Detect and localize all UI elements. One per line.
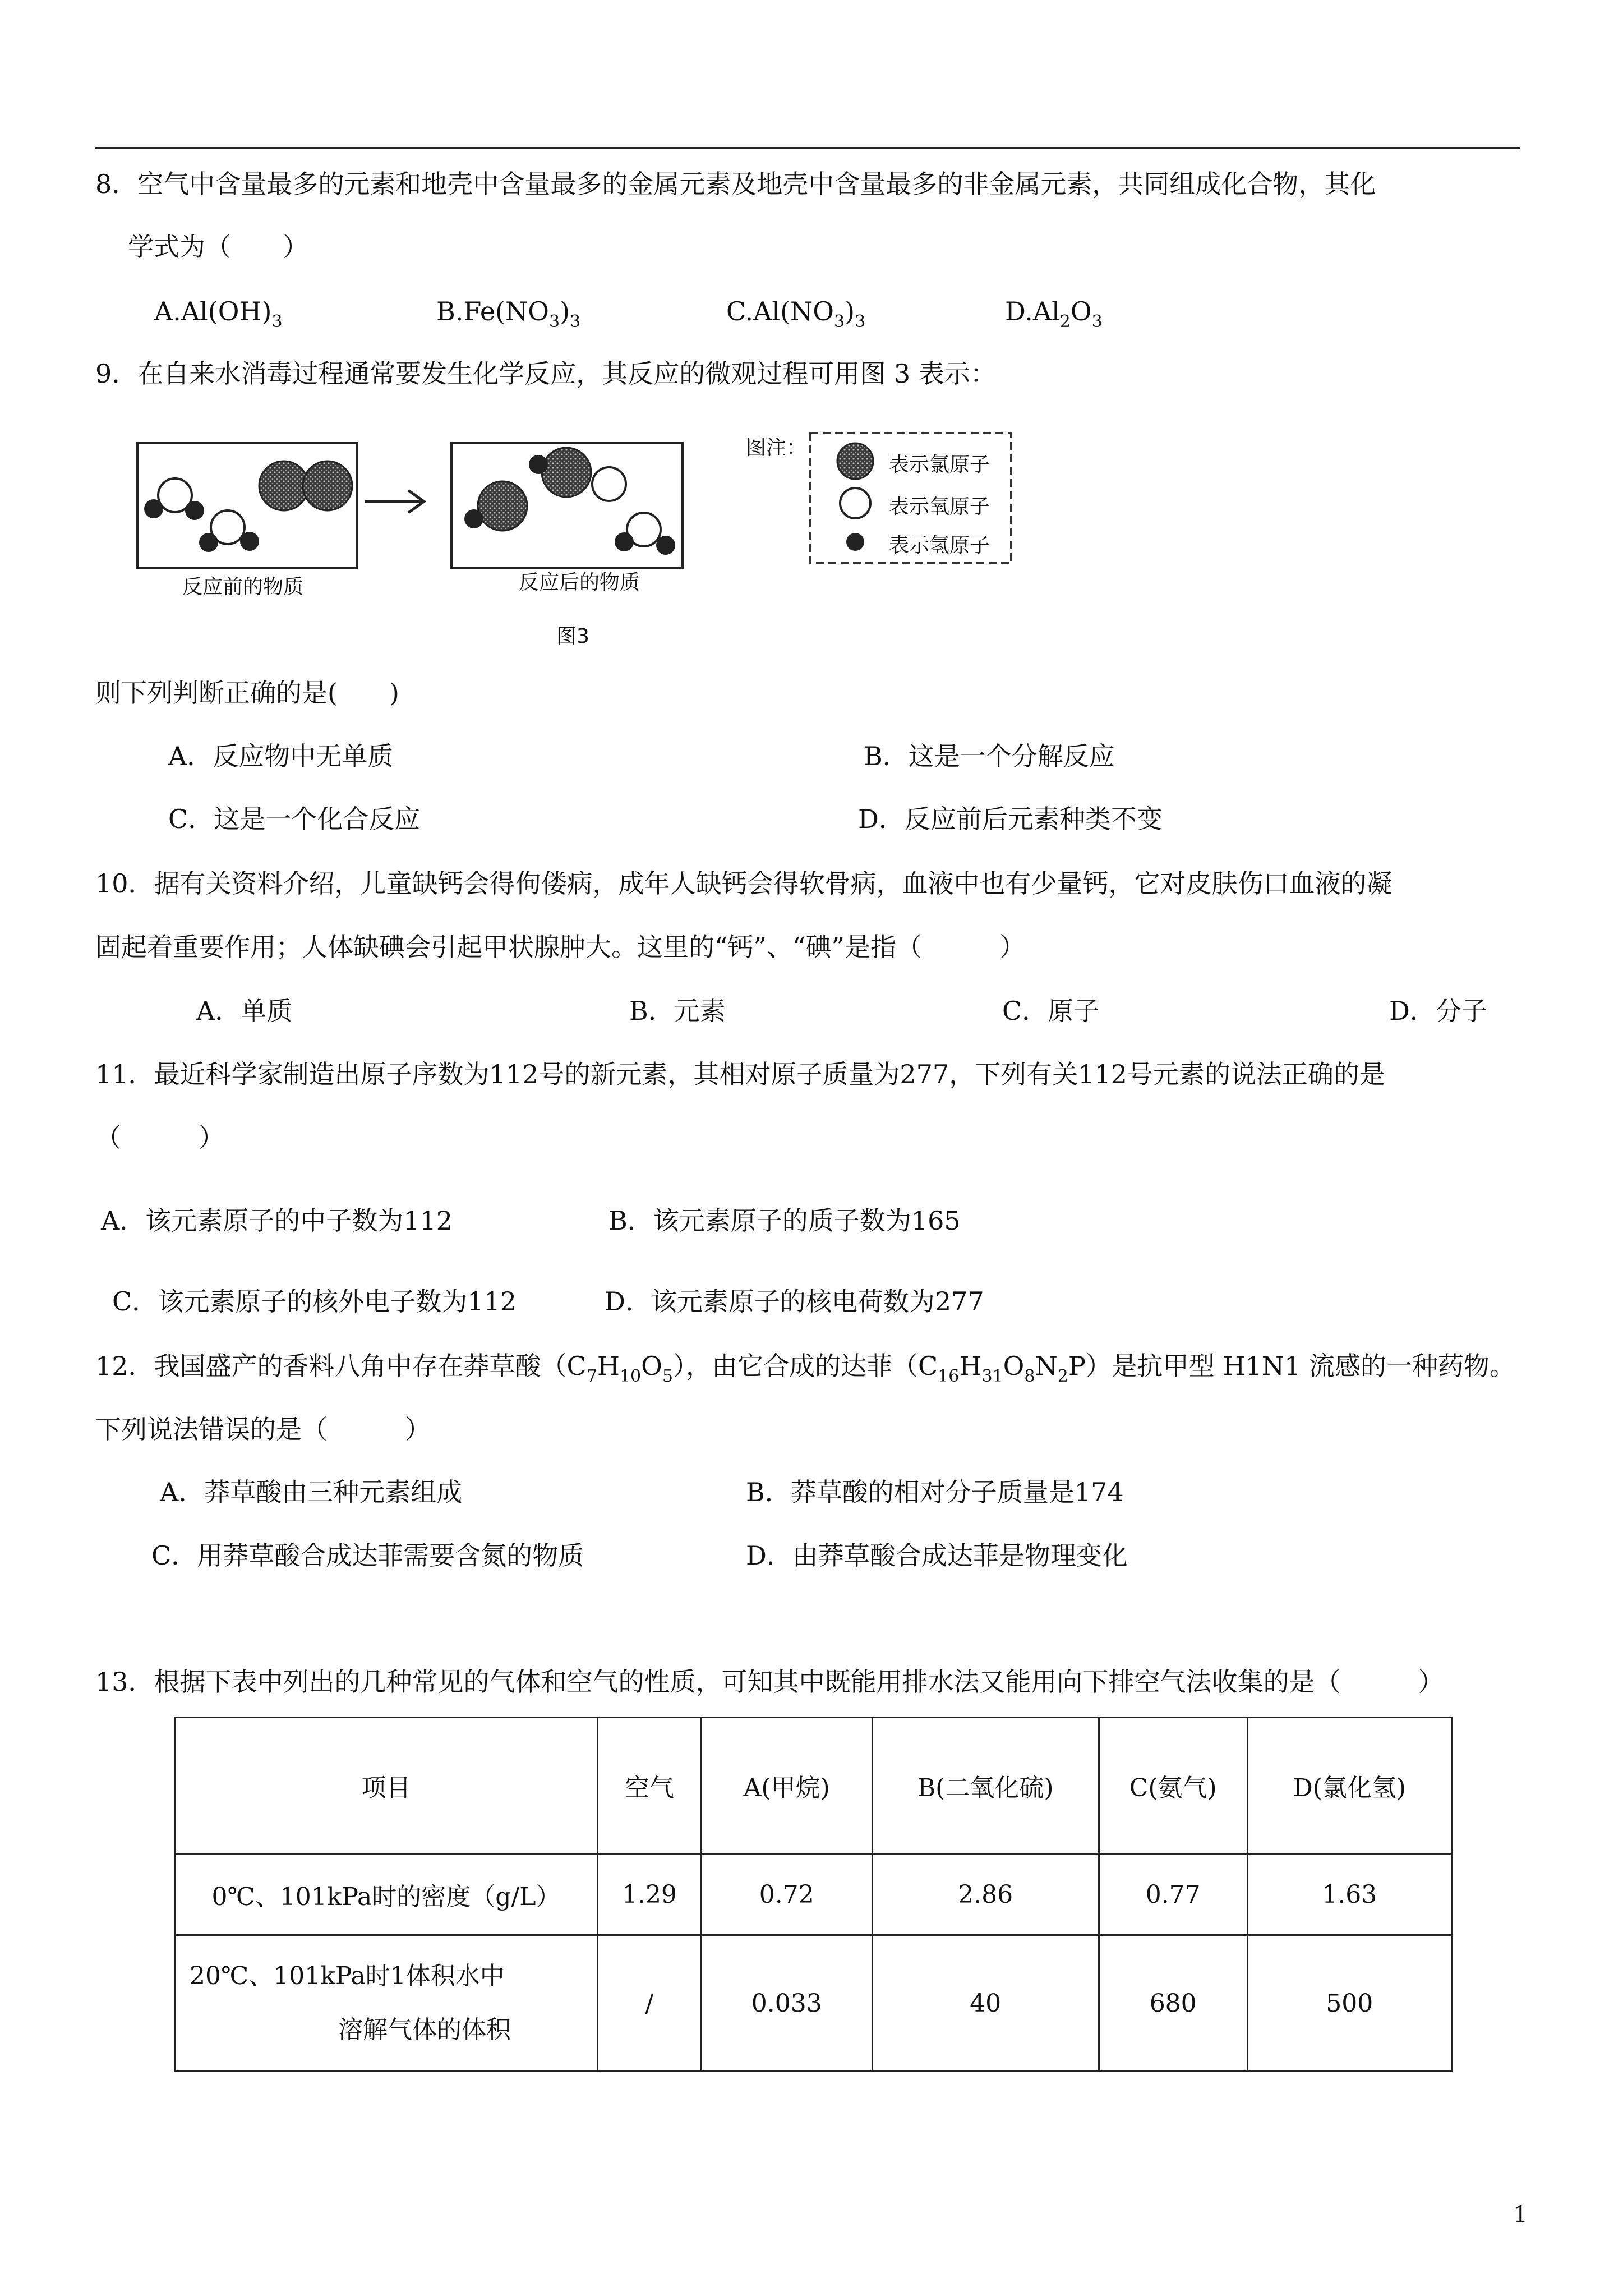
- q11-option-d: D．该元素原子的核电荷数为277: [605, 1286, 984, 1317]
- before-reaction-box: [137, 443, 357, 568]
- oxygen-atom: [627, 513, 661, 546]
- table-cell: 0℃、101kPa时的密度（g/L）: [175, 1854, 598, 1935]
- before-reaction-label: 反应前的物质: [182, 576, 304, 599]
- q9-option-c: C．这是一个化合反应: [168, 804, 421, 834]
- q11-option-b: B．该元素原子的质子数为165: [608, 1205, 961, 1236]
- row2-label-line2: 溶解气体的体积: [338, 2016, 511, 2044]
- hydrogen-atom: [656, 536, 675, 555]
- q8-stem-line2: 学式为（ ）: [128, 232, 308, 262]
- legend-oxygen-label: 表示氧原子: [889, 495, 990, 518]
- oxygen-atom: [211, 510, 245, 544]
- hydrogen-atom: [185, 501, 204, 520]
- legend-hydrogen-label: 表示氢原子: [889, 534, 990, 557]
- oxygen-atom: [592, 467, 626, 501]
- table-header-row: [175, 1718, 1452, 1854]
- table-cell: 0.033: [701, 1935, 872, 2072]
- q11-option-a: A．该元素原子的中子数为112: [101, 1205, 453, 1236]
- q12-option-c: C．用莽草酸合成达菲需要含氮的物质: [151, 1540, 584, 1571]
- chlorine-atom: [303, 461, 352, 510]
- q10-stem-line2: 固起着重要作用；人体缺碘会引起甲状腺肿大。这里的“钙”、“碘”是指（ ）: [95, 932, 1026, 962]
- row2-label-line1: 20℃、101kPa时1体积水中: [190, 1962, 505, 1990]
- q11-option-c: C．该元素原子的核外电子数为112: [112, 1286, 517, 1317]
- figure-caption: 图3: [556, 625, 589, 648]
- gas-properties-table: [174, 1717, 1453, 2072]
- chlorine-atom: [259, 461, 308, 510]
- table-header-cell: 项目: [175, 1718, 598, 1854]
- legend-chlorine-label: 表示氯原子: [889, 453, 990, 476]
- hydrogen-atom: [240, 532, 259, 551]
- table-header-cell: D(氯化氢): [1247, 1718, 1451, 1854]
- table-cell: 40: [872, 1935, 1099, 2072]
- table-cell: 680: [1099, 1935, 1247, 2072]
- q12-stem-line1: 12．我国盛产的香料八角中存在莽草酸$(C_7H_{10}O_5)$，由它合成的达菲$(C_{16}H_{31}O_8N_2P)$是抗甲型 H1N1 流感的一种药物。: [95, 1351, 1515, 1386]
- hydrogen-atom: [144, 499, 163, 518]
- q8-option-c: $C.Al(NO_3)_3$: [726, 296, 866, 332]
- table-cell: 0.72: [701, 1854, 872, 1935]
- table-cell: 0.77: [1099, 1854, 1247, 1935]
- q9-option-b: B．这是一个分解反应: [864, 741, 1115, 771]
- table-header-cell: 空气: [598, 1718, 702, 1854]
- q10-option-b: B．元素: [629, 996, 726, 1026]
- q12-option-a: A．莽草酸由三种元素组成: [160, 1477, 463, 1507]
- table-header-cell: B(二氧化硫): [872, 1718, 1099, 1854]
- after-reaction-label: 反应后的物质: [519, 571, 640, 594]
- table-header-cell: C(氨气): [1099, 1718, 1247, 1854]
- table-cell: 500: [1247, 1935, 1451, 2072]
- q8-option-a: $A.Al(OH)_3$: [154, 296, 283, 332]
- q8-option-d: $D.Al_2O_3$: [1005, 296, 1103, 332]
- q9-stem: 9．在自来水消毒过程通常要发生化学反应，其反应的微观过程可用图 3 表示：: [95, 358, 996, 389]
- q11-stem-line1: 11．最近科学家制造出原子序数为112号的新元素，其相对原子质量为277，下列有关112号元素的说法正确的是: [95, 1059, 1385, 1089]
- hydrogen-atom: [615, 532, 634, 551]
- legend-title: 图注：: [746, 436, 807, 459]
- legend-hydrogen-icon: [846, 533, 864, 551]
- hydrogen-atom: [529, 455, 548, 474]
- table-cell: /: [598, 1935, 702, 2072]
- q13-stem: 13．根据下表中列出的几种常见的气体和空气的性质，可知其中既能用排水法又能用向下排空气法收集的是（ ）: [95, 1667, 1444, 1697]
- q10-option-a: A．单质: [196, 996, 293, 1026]
- q12-option-d: D．由莽草酸合成达菲是物理变化: [746, 1540, 1128, 1571]
- q8-option-b: $B.Fe(NO_3)_3$: [436, 296, 581, 332]
- q9-option-d: D．反应前后元素种类不变: [858, 804, 1163, 834]
- q9-option-a: A．反应物中无单质: [168, 741, 394, 771]
- legend-chlorine-icon: [837, 443, 873, 479]
- table-row: [175, 1935, 1452, 2072]
- chlorine-atom: [478, 481, 527, 531]
- oxygen-atom: [158, 478, 192, 512]
- q8-stem-line1: 8．空气中含量最多的元素和地壳中含量最多的金属元素及地壳中含量最多的非金属元素，共同组成化合物，其化: [95, 169, 1376, 199]
- hydrogen-atom: [464, 509, 483, 528]
- table-cell: 1.63: [1247, 1854, 1451, 1935]
- q10-option-d: D．分子: [1389, 996, 1487, 1026]
- q10-stem-line1: 10．据有关资料介绍，儿童缺钙会得佝偻病，成年人缺钙会得软骨病，血液中也有少量钙，它对皮肤伤口血液的凝: [95, 868, 1393, 899]
- q9-question: 则下列判断正确的是( ): [95, 678, 399, 708]
- legend-oxygen-icon: [840, 488, 870, 518]
- header-rule: [95, 147, 1520, 149]
- q10-option-c: C．原子: [1002, 996, 1100, 1026]
- hydrogen-atom: [199, 533, 218, 552]
- table-header-cell: A(甲烷): [701, 1718, 872, 1854]
- chlorine-atom: [542, 448, 591, 497]
- table-row: [175, 1854, 1452, 1935]
- table-cell: 2.86: [872, 1854, 1099, 1935]
- table-cell: [175, 1935, 598, 2072]
- q12-stem-line2: 下列说法错误的是（ ）: [95, 1414, 431, 1444]
- q11-stem-line2: （ ）: [95, 1122, 224, 1153]
- after-reaction-box: [451, 443, 683, 568]
- q12-option-b: B．莽草酸的相对分子质量是174: [746, 1477, 1124, 1507]
- table-cell: 1.29: [598, 1854, 702, 1935]
- page-number: 1: [1513, 2202, 1528, 2228]
